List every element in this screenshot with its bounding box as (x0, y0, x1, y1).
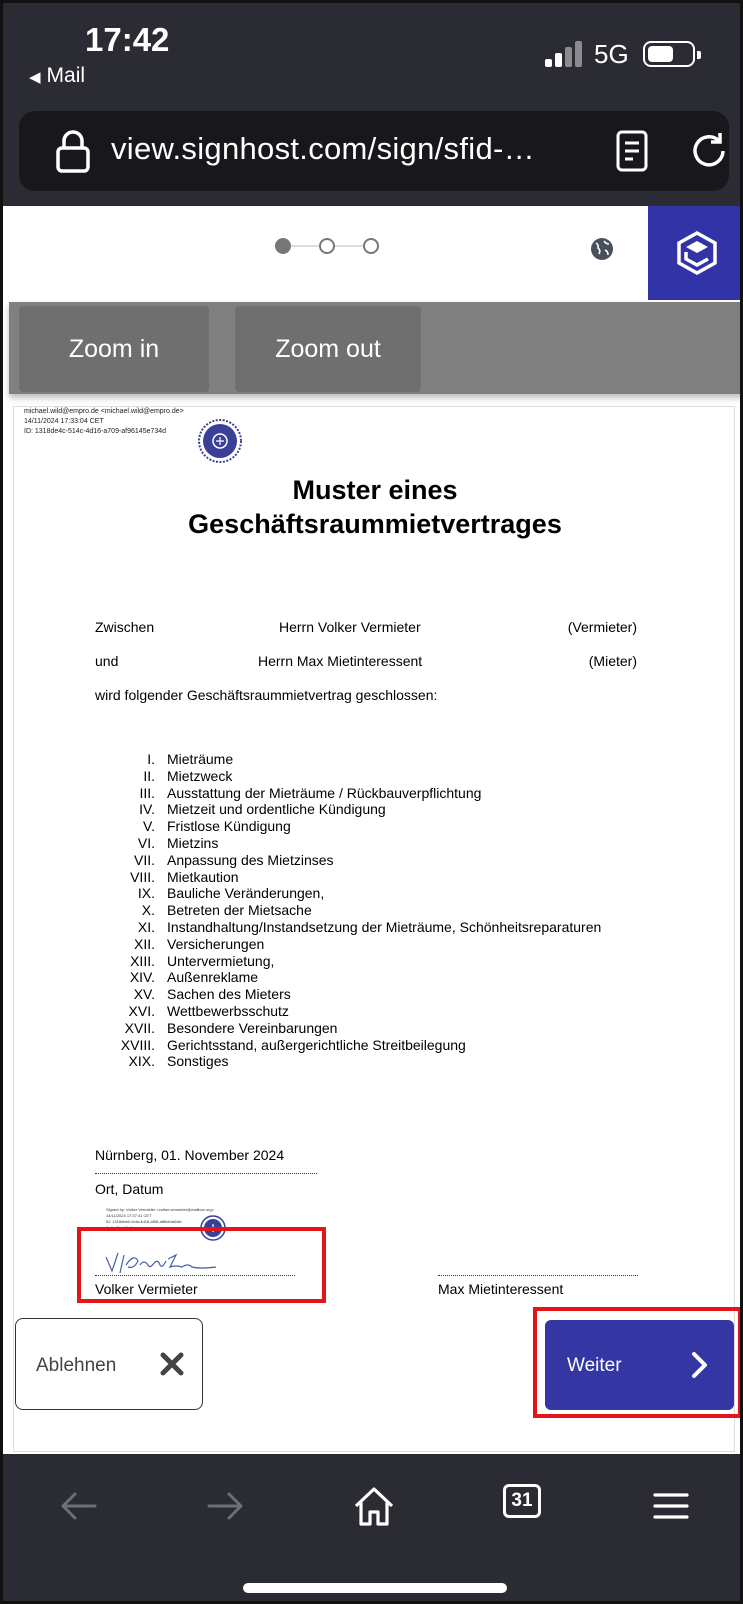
verified-seal-icon (198, 419, 242, 463)
toc-item (14, 835, 735, 852)
toc-number: VII. (133, 851, 155, 868)
toc-label: Bauliche Veränderungen, (167, 885, 325, 902)
signature-highlight (77, 1227, 326, 1303)
toc-label: Mietzweck (167, 767, 233, 784)
party-role: (Vermieter) (567, 619, 637, 635)
toc-label: Mietkaution (167, 868, 239, 885)
back-triangle-icon: ◀ (29, 69, 41, 86)
toc-item (14, 919, 735, 936)
toc-number: XI. (137, 919, 155, 935)
next-label: Weiter (567, 1355, 622, 1376)
toc-label: Untervermietung, (167, 952, 275, 969)
url-text[interactable]: view.signhost.com/sign/sfid-… (111, 131, 535, 166)
toc-number: XII. (133, 935, 155, 952)
toc-item (14, 785, 735, 802)
toc-item (14, 1003, 735, 1020)
toc-item (14, 1053, 735, 1070)
toc-label: Versicherungen (167, 935, 265, 952)
network-type: 5G (594, 39, 629, 69)
battery-icon (643, 41, 695, 67)
back-arrow-icon[interactable] (57, 1484, 101, 1528)
toc-item (14, 818, 735, 835)
step-dot-3 (363, 238, 379, 254)
toc-label: Besondere Vereinbarungen (167, 1019, 338, 1036)
toc-label: Außenreklame (167, 969, 259, 986)
place-date-label: Ort, Datum (95, 1181, 164, 1197)
sig-meta-line: 14/11/2024 17:37:41 CET (106, 1213, 152, 1218)
toc-number: XIX. (128, 1053, 155, 1070)
toc-number: III. (139, 784, 155, 801)
reject-button[interactable] (15, 1318, 203, 1410)
step-indicator (275, 236, 385, 256)
tabs-button[interactable]: 31 (503, 1484, 541, 1518)
cube-icon (674, 230, 720, 276)
web-content (3, 206, 743, 1454)
toc-number: IX. (137, 885, 155, 902)
toc-item (14, 1037, 735, 1054)
toc-label: Mietzeit und ordentliche Kündigung (167, 801, 386, 818)
toc-item (14, 902, 735, 919)
home-indicator[interactable] (243, 1583, 507, 1593)
step-dot-1 (275, 238, 291, 254)
clock: 17:42 (85, 21, 170, 58)
globe-icon[interactable] (589, 236, 615, 262)
toc-item (14, 953, 735, 970)
toc-label: Gerichtsstand, außergerichtliche Streitbeilegung (167, 1036, 466, 1053)
signhost-logo (648, 206, 743, 300)
toc-number: II. (143, 767, 155, 784)
toc-label: Sonstiges (167, 1053, 229, 1070)
signature-line-right (438, 1275, 638, 1276)
toc-item (14, 986, 735, 1003)
step-dot-2 (319, 238, 335, 254)
title-line-2: Geschäftsraummietvertrages (188, 509, 562, 539)
zoom-out-button[interactable]: Zoom out (235, 306, 421, 392)
toc-number: XIV. (129, 969, 155, 986)
toc-item (14, 768, 735, 785)
meta-line: ID: 1318de4c-514c-4d16-a709-af96145e734d (24, 428, 167, 435)
address-bar[interactable] (19, 111, 729, 191)
back-to-mail-link[interactable] (29, 64, 85, 88)
toc-item (14, 969, 735, 986)
cellular-signal-icon (545, 41, 585, 67)
party-role: (Mieter) (588, 653, 637, 669)
party-lead: Zwischen (95, 619, 155, 635)
signer-right: Max Mietinteressent (438, 1281, 564, 1297)
toc-number: XV. (133, 986, 155, 1003)
toc-number: XVII. (124, 1019, 155, 1036)
document-signature-meta (24, 407, 184, 437)
toc-label: Sachen des Mieters (167, 986, 291, 1003)
chevron-right-icon (690, 1351, 710, 1379)
zoom-in-button[interactable]: Zoom in (19, 306, 209, 392)
toc-item (14, 869, 735, 886)
toc-item (14, 885, 735, 902)
toc-label: Fristlose Kündigung (167, 818, 291, 835)
toc-number: X. (141, 902, 155, 919)
menu-icon[interactable] (649, 1484, 693, 1528)
toc-item (14, 801, 735, 818)
party-name: Herrn Volker Vermieter (279, 619, 421, 635)
title-line-1: Muster eines (292, 475, 458, 505)
toc-number: IV. (139, 801, 155, 818)
toc-label: Instandhaltung/Instandsetzung der Mieträume, Schönheitsreparaturen (167, 919, 602, 935)
meta-line: 14/11/2024 17:33:04 CET (24, 418, 104, 425)
toc-label: Ausstattung der Mieträume / Rückbauverpflichtung (167, 784, 482, 801)
back-app-label: Mail (46, 64, 86, 87)
zoom-toolbar (9, 302, 743, 394)
toc-item (14, 852, 735, 869)
place-date: Nürnberg, 01. November 2024 (95, 1147, 285, 1163)
toc-item (14, 751, 735, 768)
toc-item (14, 936, 735, 953)
place-date-line (95, 1173, 317, 1174)
signer-left: Volker Vermieter (95, 1281, 198, 1297)
close-icon (159, 1351, 185, 1377)
toc-label: Betreten der Mietsache (167, 902, 312, 919)
toc-number: V. (143, 818, 155, 835)
sig-meta-line: ID: 1318deb0-6cfa-4d16-af58-af8fcfdaf2ab (106, 1219, 182, 1224)
toc-label: Mieträume (167, 751, 234, 767)
toc-label: Mietzins (167, 835, 219, 851)
home-icon[interactable] (352, 1484, 396, 1528)
toc-number: XVI. (128, 1003, 155, 1019)
toc-number: I. (147, 751, 155, 767)
lock-icon (55, 129, 91, 173)
toc-item (14, 1020, 735, 1037)
toc-label: Wettbewerbsschutz (167, 1003, 289, 1019)
intro-text: wird folgender Geschäftsraummietvertrag geschlossen: (95, 687, 438, 703)
meta-line: michael.wild@empro.de <michael.wild@empro.de> (24, 408, 184, 415)
toc-number: XVIII. (120, 1036, 155, 1053)
reject-label: Ablehnen (36, 1355, 117, 1376)
toc-number: VI. (137, 835, 155, 851)
toc-label: Anpassung des Mietzinses (167, 851, 334, 868)
party-lead: und (95, 653, 119, 669)
sig-meta-line: Auth: SmsMail (106, 1225, 132, 1230)
party-name: Herrn Max Mietinteressent (258, 653, 423, 669)
browser-toolbar (3, 1454, 743, 1604)
reload-icon[interactable] (689, 131, 729, 171)
status-bar (3, 3, 743, 103)
forward-arrow-icon[interactable] (203, 1484, 247, 1528)
toc-number: XIII. (130, 952, 155, 969)
next-button[interactable] (545, 1320, 734, 1410)
toc-number: VIII. (130, 868, 155, 885)
document-title (14, 473, 735, 541)
reader-mode-icon[interactable] (615, 130, 649, 172)
sig-meta-line: Signed by: Volker Vermieter <volker.vermieter@mailbox.org> (106, 1207, 215, 1212)
